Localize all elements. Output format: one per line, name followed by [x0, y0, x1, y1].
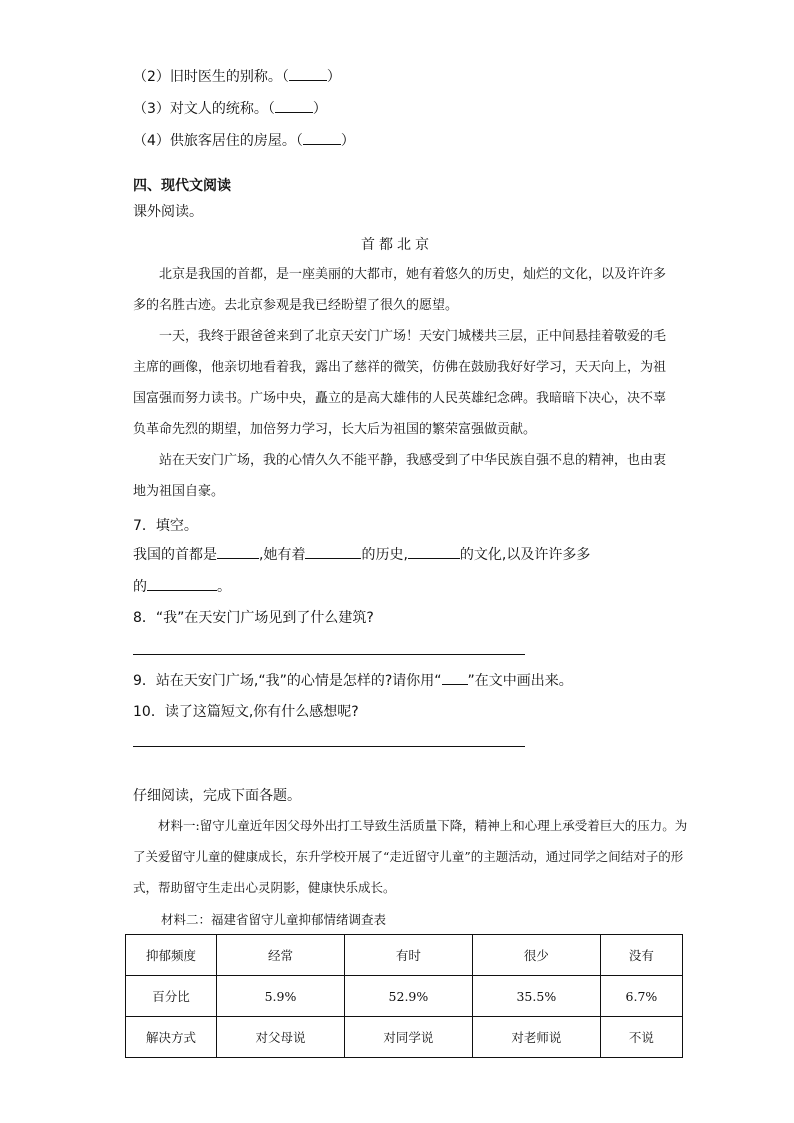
table-cell: 解决方式 — [126, 1017, 217, 1058]
answer-blank[interactable] — [305, 544, 361, 559]
survey-table — [125, 934, 683, 1058]
table-cell: 52.9% — [344, 976, 472, 1017]
section-intro: 仔细阅读，完成下面各题。 — [133, 788, 301, 804]
question-8: 8．“我”在天安门广场见到了什么建筑? — [133, 610, 374, 626]
material-2-title: 材料二：福建省留守儿童抑郁情绪调查表 — [161, 912, 387, 927]
answer-blank[interactable] — [289, 66, 327, 81]
story-paragraph: 北京是我国的首都，是一座美丽的大都市，她有着悠久的历史，灿烂的文化，以及许许多多的名胜古迹。去北京参观是我已经盼望了很久的愿望。 — [133, 267, 667, 313]
table-cell: 有时 — [344, 935, 472, 976]
section-heading: 四、现代文阅读 — [133, 178, 231, 194]
answer-blank[interactable] — [275, 98, 313, 113]
question-7-line-1: 我国的首都是 ,她有着 的历史, 的文化,以及许许多多 — [133, 544, 590, 565]
answer-blank[interactable] — [408, 544, 460, 559]
answer-line[interactable] — [133, 654, 525, 655]
table-row — [126, 1017, 683, 1058]
section-intro: 课外阅读。 — [133, 204, 203, 220]
question-7-label: 7．填空。 — [133, 518, 198, 534]
story-text — [133, 259, 673, 507]
table-cell: 对老师说 — [472, 1017, 600, 1058]
table-cell: 很少 — [472, 935, 600, 976]
table-cell: 经常 — [217, 935, 345, 976]
table-cell: 对同学说 — [344, 1017, 472, 1058]
table-cell: 抑郁频度 — [126, 935, 217, 976]
answer-line[interactable] — [133, 746, 525, 747]
material-1-text: 材料一:留守儿童近年因父母外出打工导致生活质量下降，精神上和心理上承受着巨大的压力。为了关爱留守儿童的健康成长，东升学校开展了“走近留守儿童”的主题活动，通过同学之间结对子的形式，帮助留守生走出心灵阴影，健康快乐成长。 — [133, 818, 688, 895]
table-row — [126, 935, 683, 976]
table-cell: 百分比 — [126, 976, 217, 1017]
table-cell: 没有 — [600, 935, 682, 976]
question-7-line-2: 的 。 — [133, 576, 231, 597]
answer-blank[interactable] — [303, 130, 341, 145]
table-cell: 6.7% — [600, 976, 682, 1017]
story-paragraph: 一天，我终于跟爸爸来到了北京天安门广场！天安门城楼共三层，正中间悬挂着敬爱的毛主席的画像，他亲切地看着我，露出了慈祥的微笑，仿佛在鼓励我好好学习，天天向上，为祖国富强而努力读书。广场中央，矗立的是高大雄伟的人民英雄纪念碑。我暗暗下决心，决不辜负革命先烈的期望，加倍努力学习，长大后为祖国的繁荣富强做贡献。 — [133, 329, 667, 437]
material-1 — [133, 810, 688, 903]
vocab-item-4: （4）供旅客居住的房屋。（ ） — [133, 130, 355, 151]
question-9: 9．站在天安门广场,“我”的心情是怎样的?请你用“ ”在文中画出来。 — [133, 670, 573, 691]
table-cell: 对父母说 — [217, 1017, 345, 1058]
table-row — [126, 976, 683, 1017]
vocab-item-3: （3）对文人的统称。（ ） — [133, 98, 327, 119]
vocab-item-2: （2）旧时医生的别称。（ ） — [133, 66, 341, 87]
answer-blank[interactable] — [147, 576, 217, 591]
question-10: 10．读了这篇短文,你有什么感想呢? — [133, 704, 359, 720]
story-title: 首都北京 — [361, 237, 433, 253]
table-cell: 5.9% — [217, 976, 345, 1017]
table-cell: 35.5% — [472, 976, 600, 1017]
answer-blank[interactable] — [217, 544, 259, 559]
story-paragraph: 站在天安门广场，我的心情久久不能平静，我感受到了中华民族自强不息的精神，也由衷地为祖国自豪。 — [133, 453, 667, 499]
underline-mark — [442, 670, 468, 685]
table-cell: 不说 — [600, 1017, 682, 1058]
